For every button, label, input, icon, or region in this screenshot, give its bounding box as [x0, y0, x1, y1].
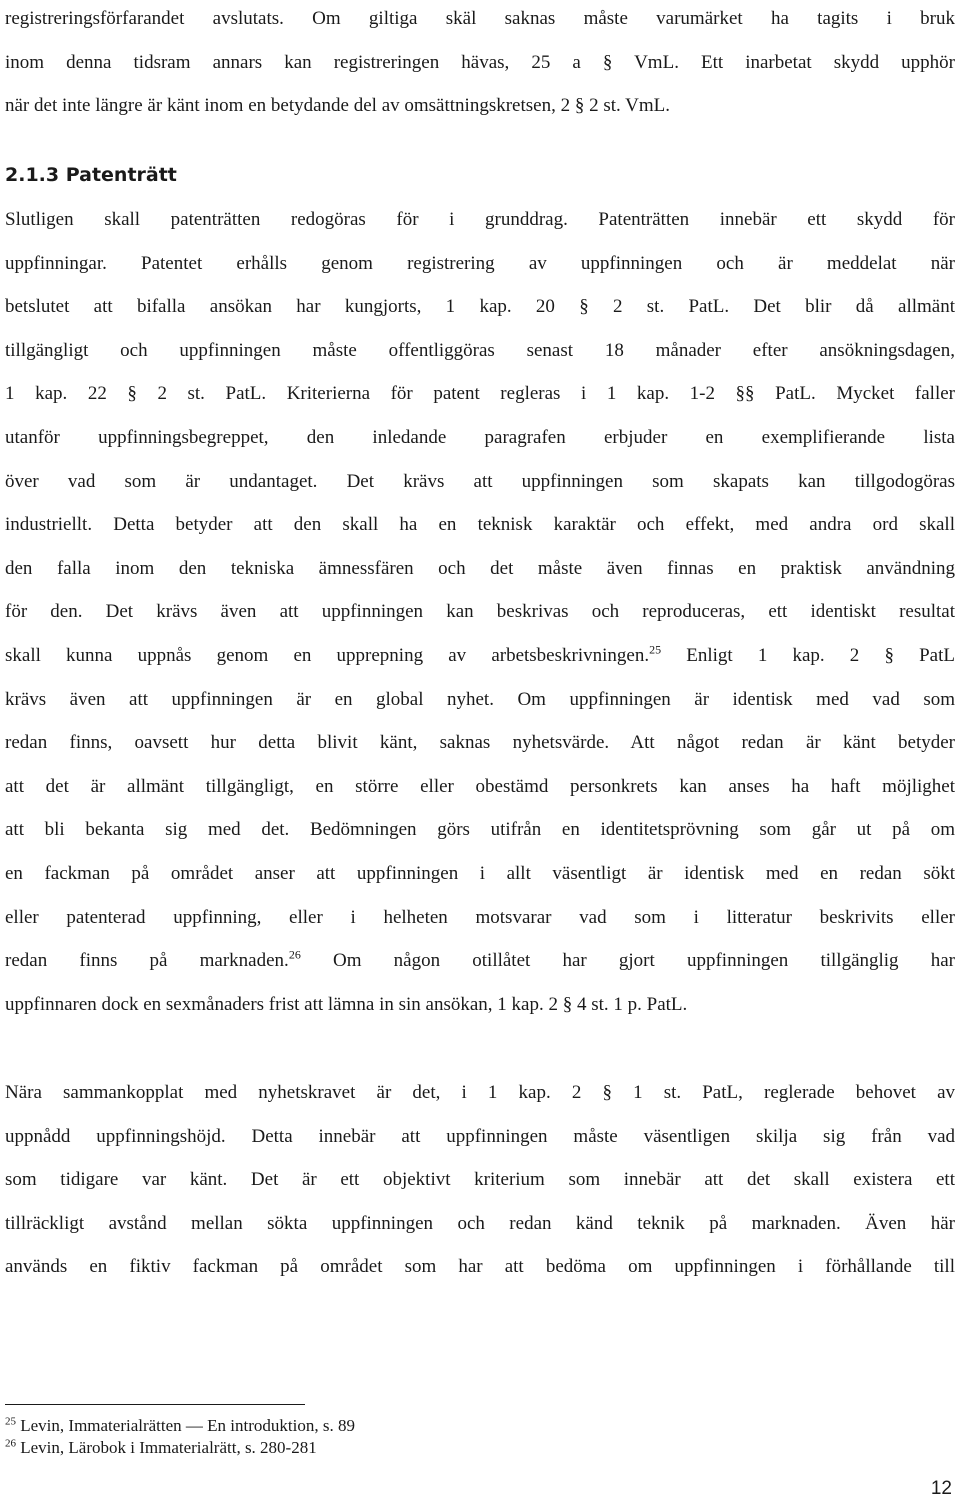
text-line: uppfinningar. Patentet erhålls genom registrering av uppfinningen och är meddelat när [5, 252, 955, 274]
text-line: när det inte längre är känt inom en betydande del av omsättningskretsen, 2 § 2 st. VmL. [5, 95, 671, 117]
text-line: eller patenterad uppfinning, eller i helheten motsvarar vad som i litteratur beskrivits eller [5, 906, 955, 928]
text-fragment: Enligt 1 kap. 2 § PatL [661, 644, 955, 666]
footnote-divider [5, 1404, 305, 1405]
footnote-text: Levin, Lärobok i Immaterialrätt, s. 280-281 [16, 1438, 317, 1457]
text-fragment: Om någon otillåtet har gjort uppfinningen tillgänglig har [300, 950, 955, 972]
text-fragment: skall kunna uppnås genom en upprepning av arbetsbeskrivningen. [5, 644, 650, 666]
paragraph-patentratt [5, 198, 955, 1026]
top-text-block [5, 0, 955, 128]
text-line: redan finns, oavsett hur detta blivit känt, saknas nyhetsvärde. Att något redan är känt betyder [5, 732, 955, 754]
text-line: registreringsförfarandet avslutats. Om giltiga skäl saknas måste varumärket ha tagits i bruk [5, 8, 955, 29]
footnote-ref-25[interactable]: 25 [649, 642, 662, 657]
text-line: en fackman på området anser att uppfinningen i allt väsentligt är identisk med en redan sökt [5, 862, 955, 884]
footnotes [5, 1415, 355, 1459]
text-line: inom denna tidsram annars kan registreringen hävas, 25 a § VmL. Ett inarbetat skydd upphör [5, 51, 955, 73]
text-line: krävs även att uppfinningen är en global nyhet. Om uppfinningen är identisk med vad som [5, 688, 955, 710]
text-line: betslutet att bifalla ansökan har kungjorts, 1 kap. 20 § 2 st. PatL. Det blir då allmänt [5, 296, 955, 318]
text-line: för den. Det krävs även att uppfinningen kan beskrivas och reproduceras, ett identiskt resultat [5, 601, 955, 623]
footnote-number: 26 [5, 1437, 16, 1450]
paragraph-uppfinningshojd [5, 1071, 955, 1289]
text-line: industriellt. Detta betyder att den skall ha en teknisk karaktär och effekt, med andra ord skall [5, 514, 955, 536]
text-line: 1 kap. 22 § 2 st. PatL. Kriterierna för patent regleras i 1 kap. 1-2 §§ PatL. Mycket faller [5, 383, 955, 405]
footnote-ref-26[interactable]: 26 [288, 947, 301, 962]
text-line [5, 939, 955, 983]
footnote-text: Levin, Immaterialrätten — En introduktion, s. 89 [16, 1416, 355, 1435]
footnote-number: 25 [5, 1415, 16, 1428]
text-line: utanför uppfinningsbegreppet, den inledande paragrafen erbjuder en exemplifierande lista [5, 426, 955, 448]
page-number: 12 [930, 1478, 952, 1499]
text-line: Slutligen skall patenträtten redogöras för i grunddrag. Patenträtten innebär ett skydd för [5, 209, 955, 230]
text-line: att det är allmänt tillgängligt, en större eller obestämd personkrets kan anses ha haft möjlighet [5, 775, 955, 797]
text-line: tillgängligt och uppfinningen måste offentliggöras senast 18 månader efter ansökningsdagen, [5, 339, 955, 361]
text-line: uppfinnaren dock en sexmånaders frist att lämna in sin ansökan, 1 kap. 2 § 4 st. 1 p. PatL. [5, 993, 688, 1015]
text-line: tillräckligt avstånd mellan sökta uppfinningen och redan känd teknik på marknaden. Även här [5, 1212, 955, 1234]
text-line: uppnådd uppfinningshöjd. Detta innebär att uppfinningen måste väsentligen skilja sig från vad [5, 1125, 955, 1147]
section-heading: 2.1.3 Patenträtt [5, 164, 177, 186]
text-line: Nära sammankopplat med nyhetskravet är det, i 1 kap. 2 § 1 st. PatL, reglerade behovet av [5, 1082, 955, 1103]
text-fragment: redan finns på marknaden. [5, 950, 289, 972]
text-line: över vad som är undantaget. Det krävs att uppfinningen som skapats kan tillgodogöras [5, 470, 955, 492]
text-line: som tidigare var känt. Det är ett objektivt kriterium som innebär att det skall existera ett [5, 1169, 955, 1191]
text-line: används en fiktiv fackman på området som har att bedöma om uppfinningen i förhållande till [5, 1256, 955, 1278]
text-line: den falla inom den tekniska ämnessfären och det måste även finnas en praktisk användning [5, 557, 955, 579]
footnote-25 [5, 1415, 355, 1437]
text-line [5, 634, 955, 678]
footnote-26 [5, 1437, 355, 1459]
text-line: att bli bekanta sig med det. Bedömningen görs utifrån en identitetsprövning som går ut på om [5, 819, 955, 841]
